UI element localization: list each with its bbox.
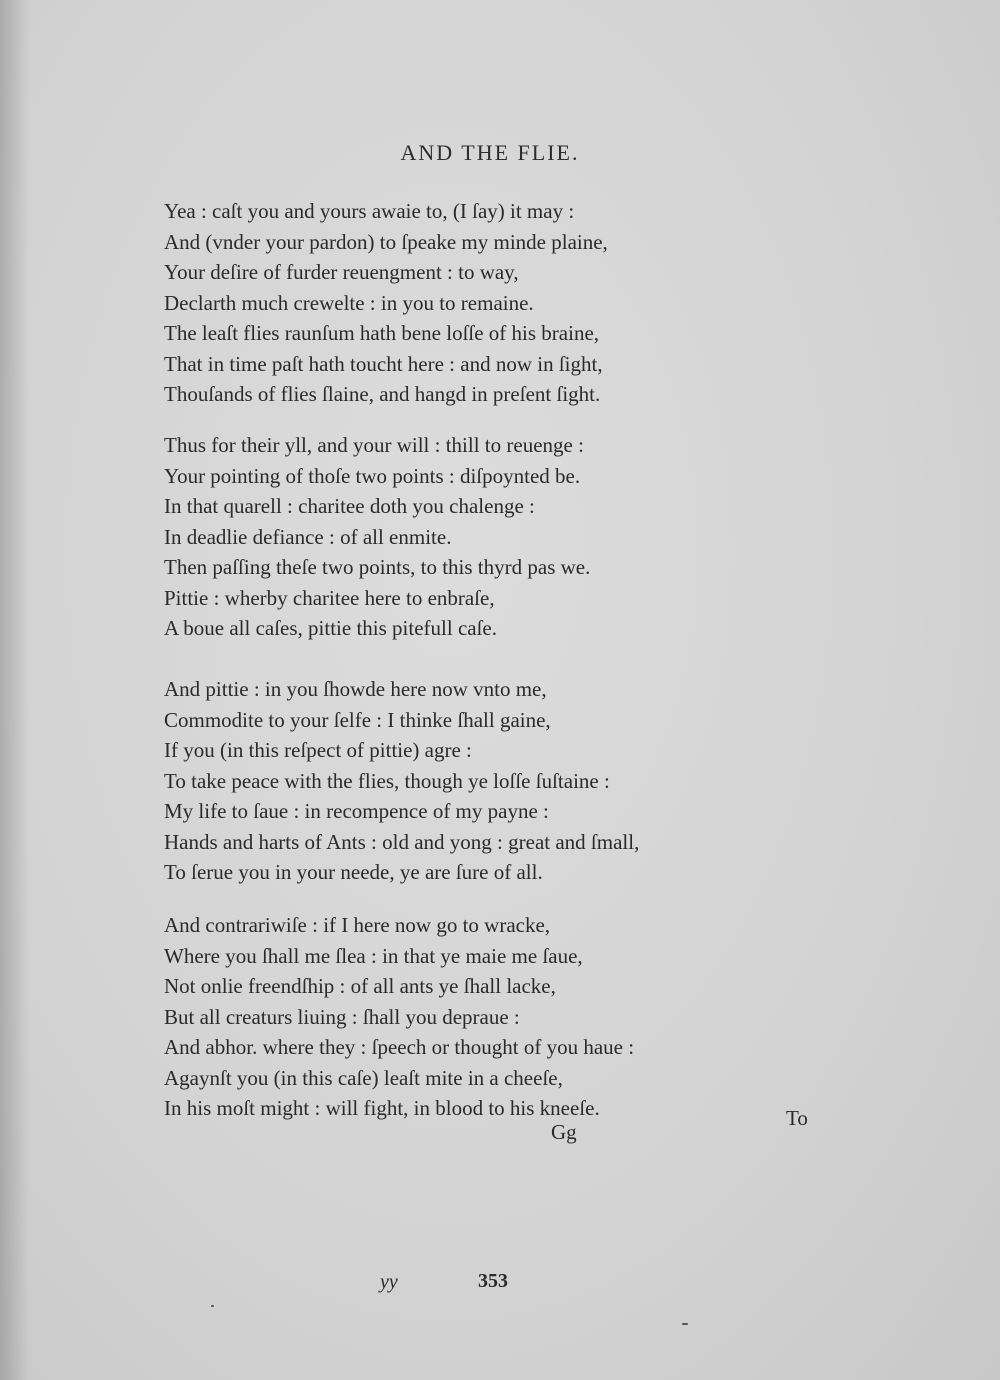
verse-line: Where you ſhall me ſlea : in that ye maie me ſaue,	[164, 943, 583, 968]
stanza-3	[164, 674, 864, 888]
verse-line: Thus for their yll, and your will : thill to reuenge :	[164, 433, 584, 457]
verse-line: Agaynſt you (in this caſe) leaſt mite in a cheeſe,	[164, 1065, 563, 1090]
running-head: AND THE FLIE.	[400, 140, 580, 165]
verse-line: But all creaturs liuing : ſhall you depraue :	[164, 1004, 520, 1029]
verse-line: And (vnder your pardon) to ſpeake my minde plaine,	[164, 229, 608, 254]
verse-line: The leaſt flies raunſum hath bene loſſe of his braine,	[164, 321, 600, 345]
verse-line: Your pointing of thoſe two points : diſpoynted be.	[164, 463, 581, 488]
verse-line: Hands and harts of Ants : old and yong : great and ſmall,	[164, 829, 640, 854]
verse-line: And contrariwiſe : if I here now go to wracke,	[164, 913, 551, 937]
verse-line: Commodite to your ſelfe : I thinke ſhall gaine,	[164, 707, 551, 732]
stanza-4	[164, 910, 864, 1124]
catchword: To	[786, 1106, 808, 1130]
verse-line: In that quarell : charitee doth you chalenge :	[164, 494, 535, 518]
stanza-2	[164, 430, 864, 644]
verse-line: To ſerue you in your neede, ye are ſure of all.	[164, 860, 543, 884]
verse-line: Declarth much crewelte : in you to remaine.	[164, 290, 534, 315]
verse-line: Then paſſing theſe two points, to this thyrd pas we.	[164, 555, 591, 579]
verse-line: That in time paſt hath toucht here : and now in ſight,	[164, 351, 603, 376]
sheet-mark: yy	[380, 1271, 398, 1293]
verse-line: Pittie : wherby charitee here to enbraſe,	[164, 585, 495, 610]
ink-speck	[211, 1305, 214, 1307]
verse-line: If you (in this reſpect of pittie) agre :	[164, 738, 472, 762]
ink-speck	[682, 1323, 688, 1325]
verse-line: My life to ſaue : in recompence of my payne :	[164, 799, 549, 823]
page-number: 353	[478, 1270, 508, 1292]
verse-line: In his moſt might : will fight, in blood to his kneeſe.	[164, 1096, 600, 1120]
signature-mark: Gg	[551, 1120, 577, 1144]
verse-line: A boue all caſes, pittie this pitefull caſe.	[164, 616, 497, 640]
page-gutter-shadow	[0, 0, 30, 1380]
verse-line: Yea : caſt you and yours awaie to, (I ſay) it may :	[164, 199, 575, 223]
verse-line: And pittie : in you ſhowde here now vnto me,	[164, 677, 547, 701]
verse-line: Thouſands of flies ſlaine, and hangd in preſent ſight.	[164, 382, 601, 406]
verse-line: And abhor. where they : ſpeech or thought of you haue :	[164, 1035, 635, 1059]
verse-line: Your deſire of furder reuengment : to way,	[164, 260, 519, 284]
verse-line: To take peace with the flies, though ye loſſe ſuſtaine :	[164, 768, 610, 793]
verse-line: Not onlie freendſhip : of all ants ye ſhall lacke,	[164, 974, 556, 998]
stanza-1	[164, 196, 864, 410]
verse-line: In deadlie defiance : of all enmite.	[164, 524, 452, 549]
